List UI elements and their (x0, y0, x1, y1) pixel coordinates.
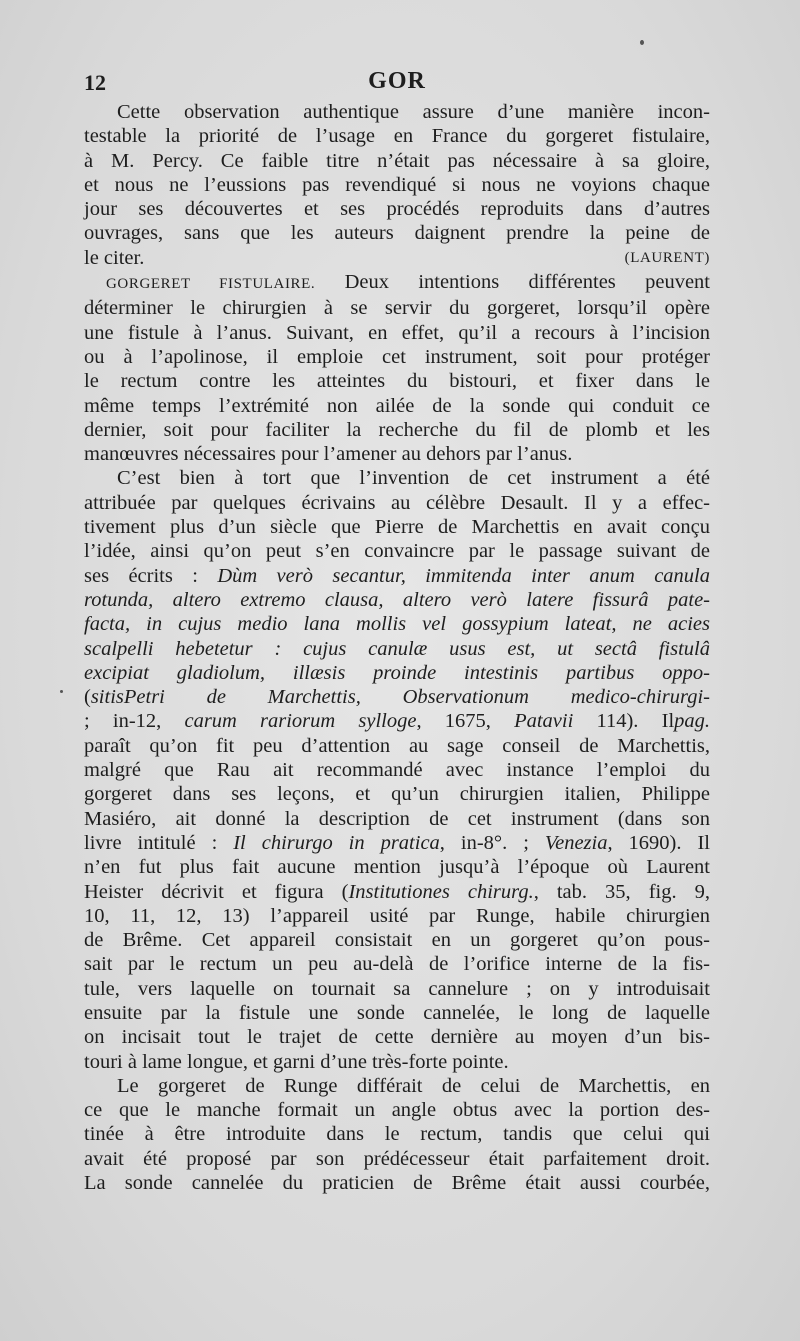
text-line (84, 807, 710, 831)
line-text: l’idée, ainsi qu’on peut s’en convaincre par le passage suivant de (84, 540, 710, 563)
italic-text: carum rariorum sylloge (184, 710, 417, 733)
line-text: , 1690). Il (607, 831, 710, 854)
line-text: malgré que Rau ait recommandé avec instance l’emploi du (84, 759, 710, 782)
text-line (84, 369, 710, 393)
page-header (84, 68, 710, 102)
line-text: 10, 11, 12, 13) l’appareil usité par Runge, habile chirurgien (84, 904, 710, 927)
text-line (84, 855, 710, 879)
line-text: , 1675, (416, 710, 515, 733)
line-text: Masiéro, ait donné la description de cet instrument (dans son (84, 807, 710, 830)
paragraph (84, 1074, 710, 1195)
line-text: attribuée par quelques écrivains au célèbre Desault. Il y a effec- (84, 491, 710, 514)
text-line (84, 564, 710, 588)
text-line (84, 296, 710, 320)
text-line (84, 442, 710, 466)
text-line (84, 831, 710, 855)
text-line (84, 685, 710, 709)
italic-text: Venezia (544, 831, 608, 854)
text-line (84, 466, 710, 490)
line-text: ( (84, 686, 91, 709)
text-line (84, 588, 710, 612)
line-text: , tab. 35, fig. 9, (533, 880, 710, 903)
text-line (84, 1122, 710, 1146)
line-text: ou à l’apolinose, il emploie cet instrument, soit pour protéger (84, 345, 710, 368)
paragraph (84, 100, 710, 270)
text-line (84, 394, 710, 418)
text-line (84, 782, 710, 806)
text-line (84, 491, 710, 515)
line-text: La sonde cannelée du praticien de Brême était aussi courbée, (84, 1172, 710, 1195)
line-text: C’est bien à tort que l’invention de cet instrument a été (117, 467, 710, 490)
text-line (84, 1050, 710, 1074)
line-text: n’en fut plus fait aucune mention jusqu’à l’époque où Laurent (84, 856, 710, 879)
text-line (84, 1147, 710, 1171)
line-text: on incisait tout le trajet de cette dernière au moyen d’un bis- (84, 1026, 710, 1049)
text-line (84, 709, 710, 733)
text-line (84, 1025, 710, 1049)
italic-text: excipiat gladiolum, illæsis proinde intestinis partibus oppo- (84, 661, 710, 684)
line-text: ; in-12, (84, 710, 185, 733)
text-line (84, 124, 710, 148)
text-line (84, 173, 710, 197)
speck-mark (640, 40, 644, 45)
author-signature: (LAURENT) (624, 249, 710, 266)
text-line (84, 661, 710, 685)
italic-text: Il chirurgo in pratica (233, 831, 440, 854)
text-line (84, 1074, 710, 1098)
line-text: Le gorgeret de Runge différait de celui de Marchettis, en (117, 1074, 710, 1097)
italic-text: sitis (90, 686, 124, 709)
line-text: livre intitulé : (84, 831, 234, 854)
line-text: ouvrages, sans que les auteurs daignent prendre la peine de (84, 222, 710, 245)
page-number: 12 (84, 70, 106, 95)
text-line (84, 904, 710, 928)
line-text: Deux intentions différentes peuvent (315, 271, 710, 294)
italic-text: scalpelli hebetetur : cujus canulæ usus est, ut sectâ fistulâ (84, 637, 710, 660)
text-line (84, 149, 710, 173)
italic-text: Dùm verò secantur, immitenda inter anum canula (217, 564, 710, 587)
line-text: même temps l’extrémité non ailée de la sonde qui conduit ce (84, 394, 710, 417)
line-text: et nous ne l’eussions pas revendiqué si nous ne voyions chaque (84, 173, 710, 196)
text-line (84, 515, 710, 539)
line-text: de Brême. Cet appareil consistait en un gorgeret qu’on pous- (84, 929, 710, 952)
italic-text: Institutiones chirurg. (348, 880, 534, 903)
line-text: ses écrits : (84, 564, 218, 587)
italic-text: rotunda, altero extremo clausa, altero verò latere fissurâ pate- (84, 588, 710, 611)
text-line (84, 197, 710, 221)
text-line (84, 758, 710, 782)
text-line (84, 637, 710, 661)
text-line (84, 977, 710, 1001)
line-text: tule, vers laquelle on tournait sa cannelure ; on y introduisait (84, 977, 710, 1000)
line-text: manœuvres nécessaires pour l’amener au dehors par l’anus. (84, 443, 573, 466)
text-line (84, 345, 710, 369)
line-text: touri à lame longue, et garni d’une très-forte pointe. (84, 1050, 509, 1073)
line-text: avait été proposé par son prédécesseur était parfaitement droit. (84, 1147, 710, 1170)
body-text (84, 100, 710, 1195)
line-text: testable la priorité de l’usage en France du gorgeret fistulaire, (84, 125, 710, 148)
line-text: ce que le manche formait un angle obtus avec la portion des- (84, 1099, 710, 1122)
text-line (84, 100, 710, 124)
line-text: à M. Percy. Ce faible titre n’était pas nécessaire à sa gloire, (84, 149, 710, 172)
line-text: jour ses découvertes et ses procédés reproduits dans d’autres (84, 198, 710, 221)
entry-headword: GORGERET FISTULAIRE. (106, 276, 316, 293)
speck-mark (60, 690, 63, 693)
italic-text: Patavii (514, 710, 574, 733)
line-text: Cette observation authentique assure d’une manière incon- (117, 101, 710, 123)
line-text: déterminer le chirurgien à se servir du gorgeret, lorsqu’il opère (84, 297, 710, 320)
text-line (84, 612, 710, 636)
line-text: ensuite par la fistule une sonde cannelée, le long de laquelle (84, 1001, 710, 1024)
line-text: tinée à être introduite dans le rectum, tandis que celui qui (84, 1123, 710, 1146)
running-head: GOR (368, 68, 426, 94)
line-text: 114). Il (573, 710, 675, 733)
line-text: dernier, soit pour faciliter la recherche du fil de plomb et les (84, 418, 710, 441)
line-text: paraît qu’on fit peu d’attention au sage conseil de Marchettis, (84, 734, 710, 757)
text-line (84, 1001, 710, 1025)
text-line (84, 270, 710, 296)
text-line (84, 952, 710, 976)
italic-text: pag. (674, 710, 711, 733)
line-text: tivement plus d’un siècle que Pierre de Marchettis en avait conçu (84, 516, 710, 539)
text-line (84, 880, 710, 904)
italic-text: facta, in cujus medio lana mollis vel gossypium lateat, ne acies (84, 613, 710, 636)
text-line (84, 321, 710, 345)
line-text: Heister décrivit et figura ( (84, 880, 349, 903)
paragraph (84, 466, 710, 1073)
italic-text: Petri de Marchettis, Observationum medico-chirurgi- (123, 686, 710, 709)
entry-paragraph (84, 270, 710, 466)
line-text: une fistule à l’anus. Suivant, en effet, qu’il a recours à l’incision (84, 321, 710, 344)
line-text: gorgeret dans ses leçons, et qu’un chirurgien italien, Philippe (84, 783, 710, 806)
text-line (84, 928, 710, 952)
text-line (84, 221, 710, 245)
text-line (84, 418, 710, 442)
text-line (84, 734, 710, 758)
text-line (84, 1098, 710, 1122)
closing-line (84, 246, 710, 270)
line-text: sait par le rectum un peu au-delà de l’orifice interne de la fis- (84, 953, 710, 976)
line-text: , in-8°. ; (439, 831, 545, 854)
line-text: le rectum contre les atteintes du bistouri, et fixer dans le (84, 370, 710, 393)
text-line (84, 1171, 710, 1195)
text-line (84, 539, 710, 563)
line-text: le citer. (84, 246, 145, 269)
